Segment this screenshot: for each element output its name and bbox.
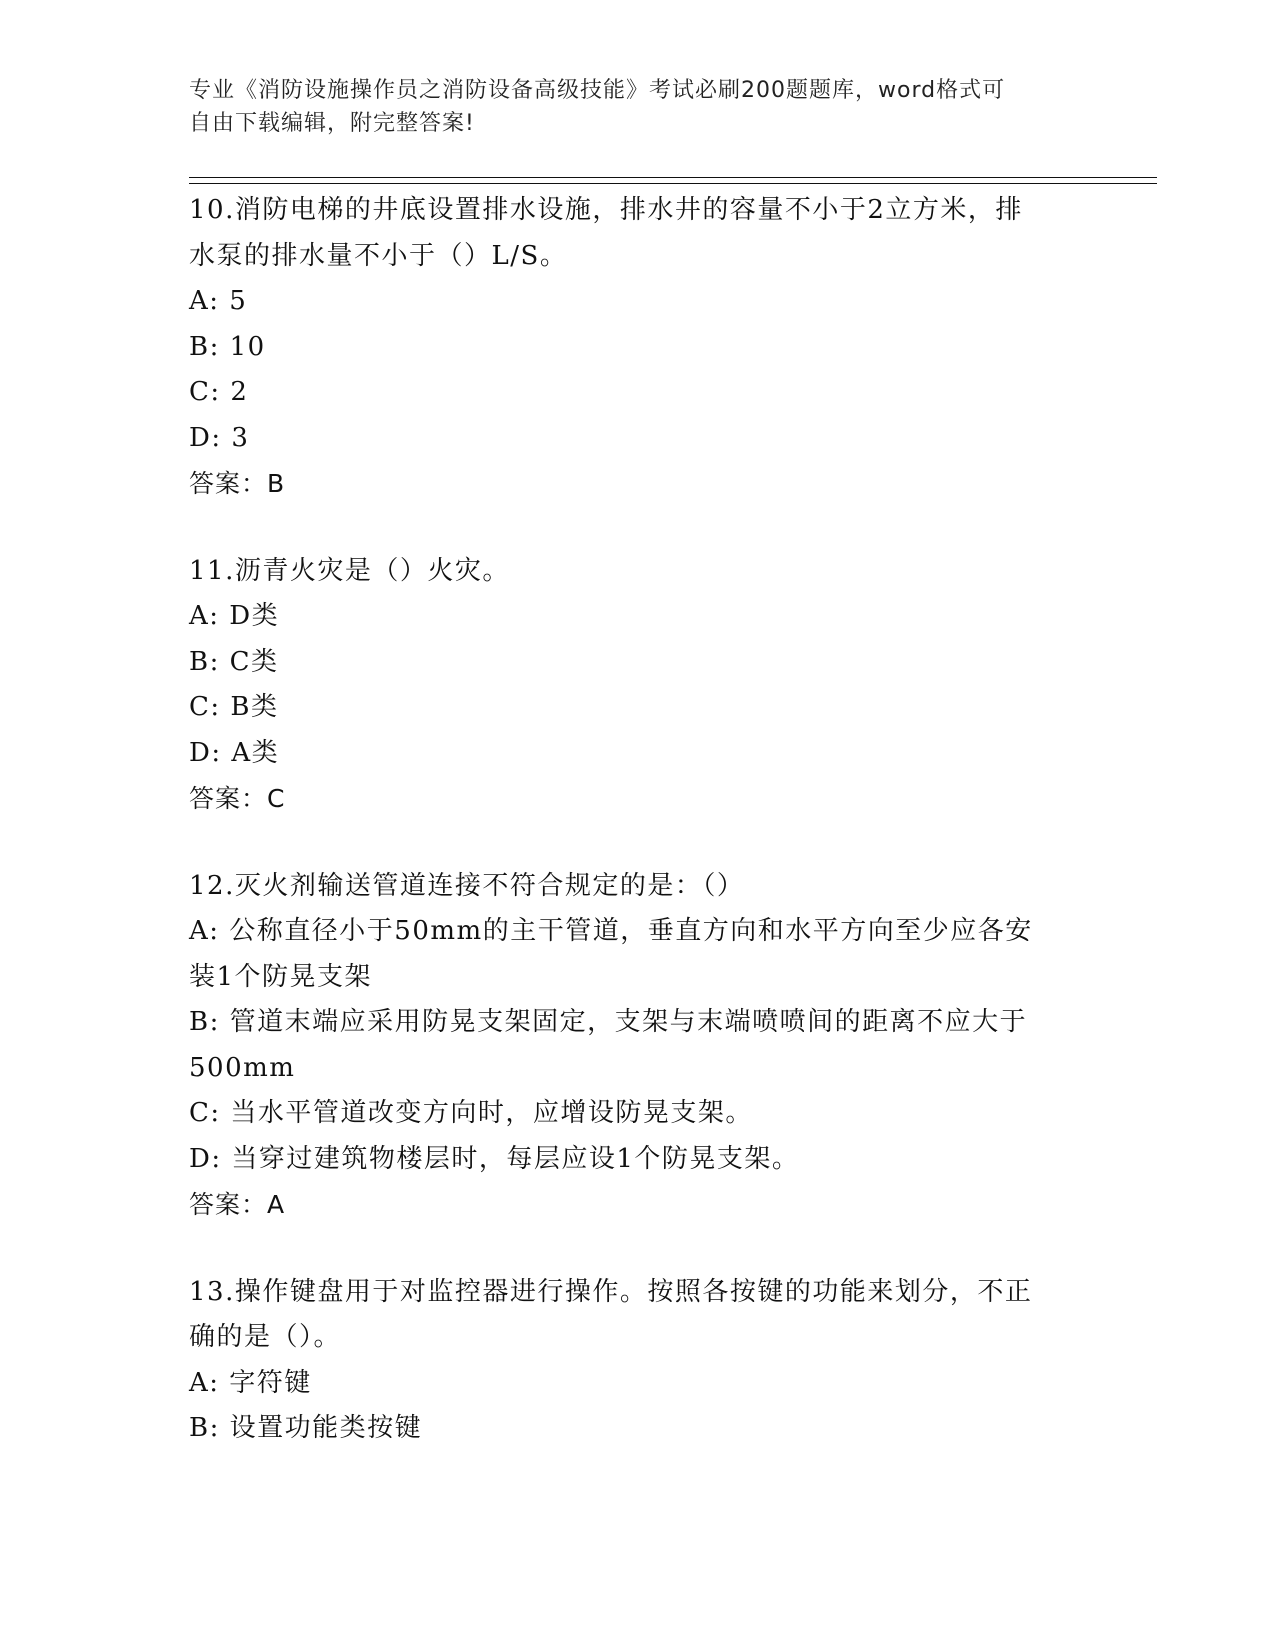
option-a: A: 字符键 [189, 1367, 312, 1398]
header-divider-top [189, 177, 1157, 178]
option-b: B: 管道末端应采用防晃支架固定，支架与末端喷喷间的距离不应大于 [189, 1007, 1028, 1037]
option-d: D: A类 [189, 737, 280, 768]
option-a: A: 公称直径小于50mm的主干管道，垂直方向和水平方向至少应各安 [189, 916, 1033, 946]
option-c: C: B类 [189, 692, 279, 722]
option-d: D: 3 [189, 422, 250, 453]
header-line-1: 专业《消防设施操作员之消防设备高级技能》考试必刷200题题库，word格式可 [189, 78, 1006, 103]
option-b: B: 10 [189, 331, 266, 362]
option-b-continued: 500mm [189, 1052, 296, 1083]
option-a-continued: 装1个防晃支架 [189, 961, 373, 992]
question-list [189, 188, 1089, 1494]
answer: 答案：C [189, 784, 286, 813]
question-text: 12.灭火剂输送管道连接不符合规定的是：（） [189, 870, 745, 901]
option-a: A: D类 [189, 601, 280, 631]
question-10 [189, 188, 1089, 507]
question-11 [189, 549, 1089, 822]
question-text: 确的是（）。 [189, 1322, 342, 1352]
question-13 [189, 1270, 1089, 1452]
question-text: 10.消防电梯的井底设置排水设施，排水井的容量不小于2立方米，排 [189, 195, 1023, 225]
answer: 答案：B [189, 469, 286, 498]
option-c: C: 当水平管道改变方向时，应增设防晃支架。 [189, 1098, 753, 1128]
answer: 答案：A [189, 1190, 286, 1219]
question-text: 水泵的排水量不小于（）L/S。 [189, 240, 568, 271]
document-header [189, 74, 1069, 140]
header-line-2: 自由下载编辑，附完整答案! [189, 111, 475, 136]
question-text: 11.沥青火灾是（）火灾。 [189, 555, 510, 586]
question-12 [189, 864, 1089, 1228]
option-b: B: 设置功能类按键 [189, 1413, 423, 1443]
question-text: 13.操作键盘用于对监控器进行操作。按照各按键的功能来划分，不正 [189, 1276, 1033, 1307]
option-a: A: 5 [189, 286, 248, 316]
header-divider-bottom [189, 183, 1157, 184]
option-c: C: 2 [189, 377, 249, 407]
option-d: D: 当穿过建筑物楼层时，每层应设1个防晃支架。 [189, 1143, 800, 1174]
option-b: B: C类 [189, 646, 279, 677]
